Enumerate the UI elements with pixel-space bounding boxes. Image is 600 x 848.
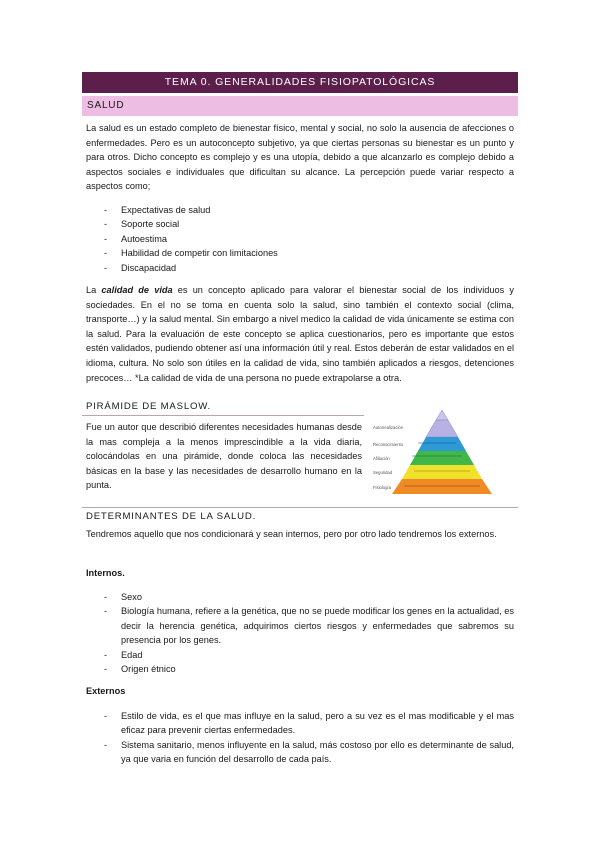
- list-item: - Estilo de vida, es el que mas influye en la salud, pero a su vez es el mas modificable y el mas eficaz para prevenir ciertas enfermedades.: [104, 709, 514, 738]
- section-heading-salud: SALUD: [82, 96, 518, 116]
- section-heading-determinantes: DETERMINANTES DE LA SALUD.: [86, 511, 257, 522]
- maslow-pyramid-figure: [372, 407, 506, 497]
- internos-label: Internos.: [86, 568, 125, 578]
- salud-intro-paragraph: La salud es un estado completo de bienestar físico, mental y social, no solo la ausencia de afecciones o enfermedades. Pero es un autoconcepto subjetivo, ya que ciertas personas su bienestar es un punto y para otros. Dicho concepto es complejo y es una utopía, debido a que alcanzarlo es complejo debido a aspectos sociales e individuales que dificultan su alcance. La percepción puede variar respecto a aspectos como;: [86, 123, 514, 192]
- externos-list: [104, 709, 514, 767]
- list-item: - Soporte social: [104, 217, 278, 231]
- pyramid-level-fisiologia: [392, 479, 492, 494]
- pyramid-label: Seguridad: [373, 470, 393, 475]
- pyramid-level-seguridad: [402, 465, 482, 479]
- document-title: TEMA 0. GENERALIDADES FISIOPATOLÓGICAS: [82, 72, 518, 93]
- calidad-vida-paragraph: [86, 283, 514, 385]
- list-item: - Sexo: [104, 590, 514, 604]
- determinantes-intro: Tendremos aquello que nos condicionará y sean internos, pero por otro lado tendremos los externos.: [86, 529, 497, 539]
- list-item: - Edad: [104, 648, 514, 662]
- pyramid-label: Afiliación: [373, 456, 390, 461]
- calidad-text: es un concepto aplicado para valorar el bienestar social de los individuos y sociedades. En el no se toma en cuenta solo la salud, sino también el contexto social (clima, transporte…) y la salud mental. Sin embargo a nivel medico la calidad de vida únicamente se estima con la salud. Para la evaluación de este concepto se aplica cuestionarios, pero es importante que estos estén validados, pudiendo obtener así una información útil y real. Estos deberán de estar validados en el idioma, cultura. No solo son útiles en la calidad de vida, sino también aplicados a riesgos, detenciones precoces… *La calidad de vida de una persona no puede extrapolarse a otra.: [86, 285, 514, 383]
- maslow-paragraph: Fue un autor que describió diferentes necesidades humanas desde la mas compleja a la menos imprescindible a la vida diaria, colocándolas en una pirámide, donde coloca las necesidades básicas en la base y las necesidades de desarrollo humano en la punta.: [86, 422, 362, 491]
- maslow-underline: [82, 415, 364, 416]
- list-item: - Autoestima: [104, 232, 278, 246]
- list-item: - Sistema sanitario, menos influyente en la salud, más costoso por ello es determinante de salud, ya que varia en función del desarrollo de cada país.: [104, 738, 514, 767]
- section-divider: [82, 507, 518, 508]
- list-item: - Expectativas de salud: [104, 203, 278, 217]
- pyramid-level-reconocimiento: [418, 437, 466, 451]
- section-heading-maslow: PIRÁMIDE DE MASLOW.: [86, 401, 212, 412]
- pyramid-label: Autorrealización: [373, 425, 404, 430]
- pyramid-level-autorrealizacion: [426, 420, 458, 437]
- pyramid-label: Reconocimiento: [373, 442, 404, 447]
- internos-list: [104, 590, 514, 676]
- list-item: - Biología humana, refiere a la genética, que no se puede modificar los genes en la actualidad, es decir la herencia genética, adquirimos ciertos riesgos y enfermedades que sabremos su presencia por los genes.: [104, 604, 514, 647]
- pyramid-level-afiliacion: [410, 451, 474, 465]
- list-item: - Discapacidad: [104, 261, 278, 275]
- list-item: - Habilidad de competir con limitaciones: [104, 246, 278, 260]
- calidad-prefix: La: [86, 285, 102, 295]
- pyramid-level-apex: [436, 410, 448, 420]
- list-item: - Origen étnico: [104, 662, 514, 676]
- aspects-list: [104, 203, 278, 275]
- pyramid-label: Fisiología: [373, 485, 391, 490]
- calidad-term: calidad de vida: [101, 285, 173, 295]
- externos-label: Externos: [86, 686, 126, 696]
